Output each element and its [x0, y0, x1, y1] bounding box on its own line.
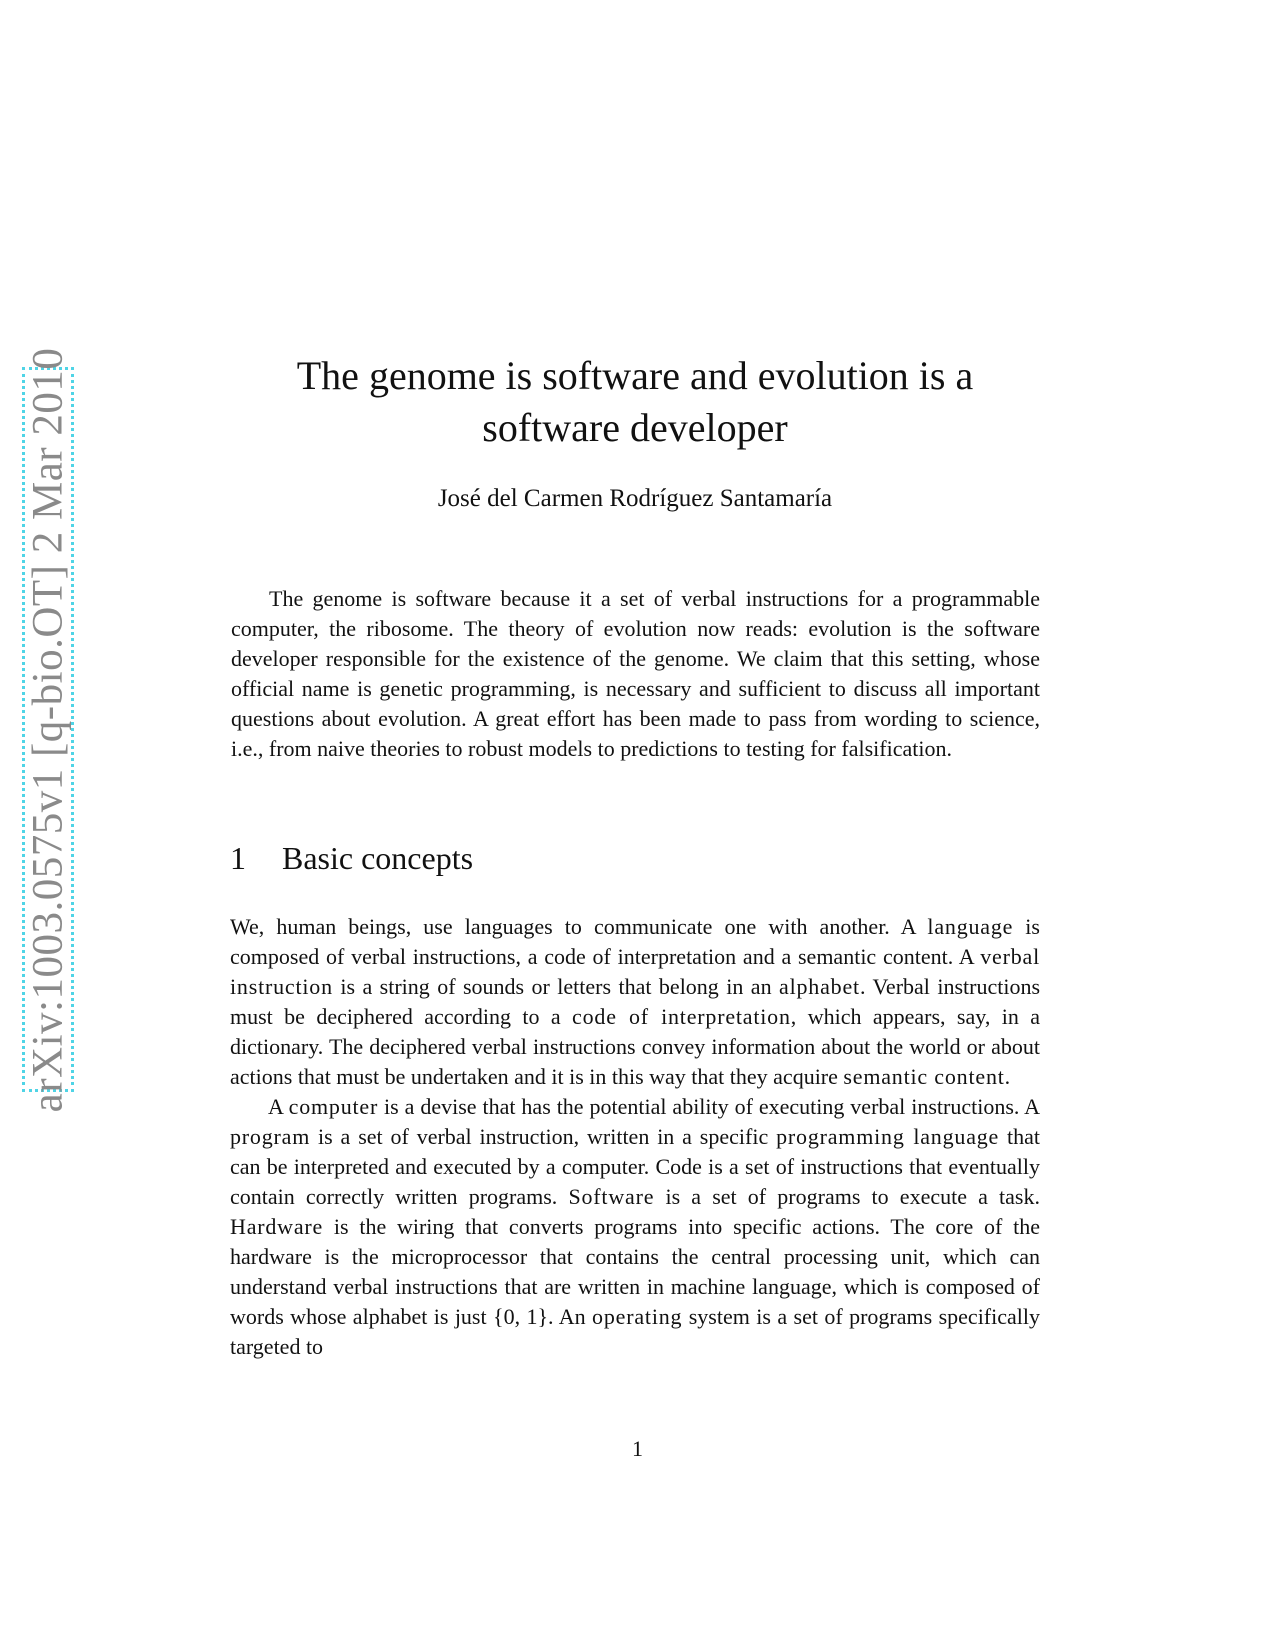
section-heading — [230, 838, 473, 878]
section-title: Basic concepts — [282, 840, 474, 876]
defined-term: Hardware — [230, 1214, 324, 1239]
defined-term: computer — [288, 1094, 379, 1119]
paragraph — [230, 912, 1040, 1092]
text-run: is composed of verbal instructions, a code of interpretation and a semantic content. A — [230, 914, 1040, 969]
defined-term: program — [230, 1124, 311, 1149]
arxiv-stamp — [22, 347, 74, 1112]
defined-term: programming language — [776, 1124, 1000, 1149]
author-name: José del Carmen Rodríguez Santamaría — [437, 485, 833, 512]
text-run: We, human beings, use languages to communicate one with another. A — [230, 914, 928, 939]
text-run: system is a set of programs specifically targeted to — [230, 1304, 1040, 1359]
defined-term: operating — [592, 1304, 683, 1329]
title-line-1: The genome is software and evolution is a — [296, 353, 974, 398]
text-run: is a set of programs to execute a task. — [654, 1184, 1040, 1209]
paragraph — [230, 1092, 1040, 1362]
text-run: that can be interpreted and executed by a computer. Code is a set of instructions that eventually contain correctly written programs. — [230, 1124, 1040, 1209]
arxiv-identifier: arXiv:1003.0575v1 [q-bio.OT] 2 Mar 2010 — [24, 347, 72, 1112]
page-number: 1 — [632, 1436, 643, 1461]
defined-term: language — [927, 914, 1014, 939]
defined-term: semantic content — [843, 1064, 1005, 1089]
text-run: is a devise that has the potential ability of executing verbal instructions. A — [378, 1094, 1040, 1119]
defined-term: code of interpretation — [572, 1004, 791, 1029]
text-run: is a string of sounds or letters that belong in an — [332, 974, 780, 999]
defined-term: Software — [568, 1184, 655, 1209]
text-run: A — [268, 1094, 289, 1119]
text-run: . — [1004, 1064, 1011, 1089]
abstract: The genome is software because it a set of verbal instructions for a programmable computer, the ribosome. The theory of evolution now reads: evolution is the software developer responsible for the existence of the genome. We claim that this setting, whose official name is genetic programming, is necessary and sufficient to discuss all important questions about evolution. A great effort has been made to pass from wording to science, i.e., from naive theories to robust models to predictions to testing for falsification. — [231, 586, 1040, 761]
section-number: 1 — [230, 840, 246, 876]
title-line-2: software developer — [482, 405, 788, 450]
text-run: is the wiring that converts programs into specific actions. The core of the hardware is the microprocessor that contains the central processing unit, which can understand verbal instructions that are written in machine language, which is composed of words whose alphabet is just {0, 1}. An — [230, 1214, 1040, 1329]
defined-term: verbal instruction — [230, 944, 1040, 999]
paper-title — [225, 350, 1045, 454]
text-run: is a set of verbal instruction, written in a specific — [310, 1124, 777, 1149]
defined-term: alphabet — [779, 974, 860, 999]
section-body — [230, 912, 1040, 1362]
text-run: . Verbal instructions must be deciphered according to a — [230, 974, 1040, 1029]
text-run: , which appears, say, in a dictionary. The deciphered verbal instructions convey information about the world or about actions that must be undertaken and it is in this way that they acquire — [230, 1004, 1040, 1089]
